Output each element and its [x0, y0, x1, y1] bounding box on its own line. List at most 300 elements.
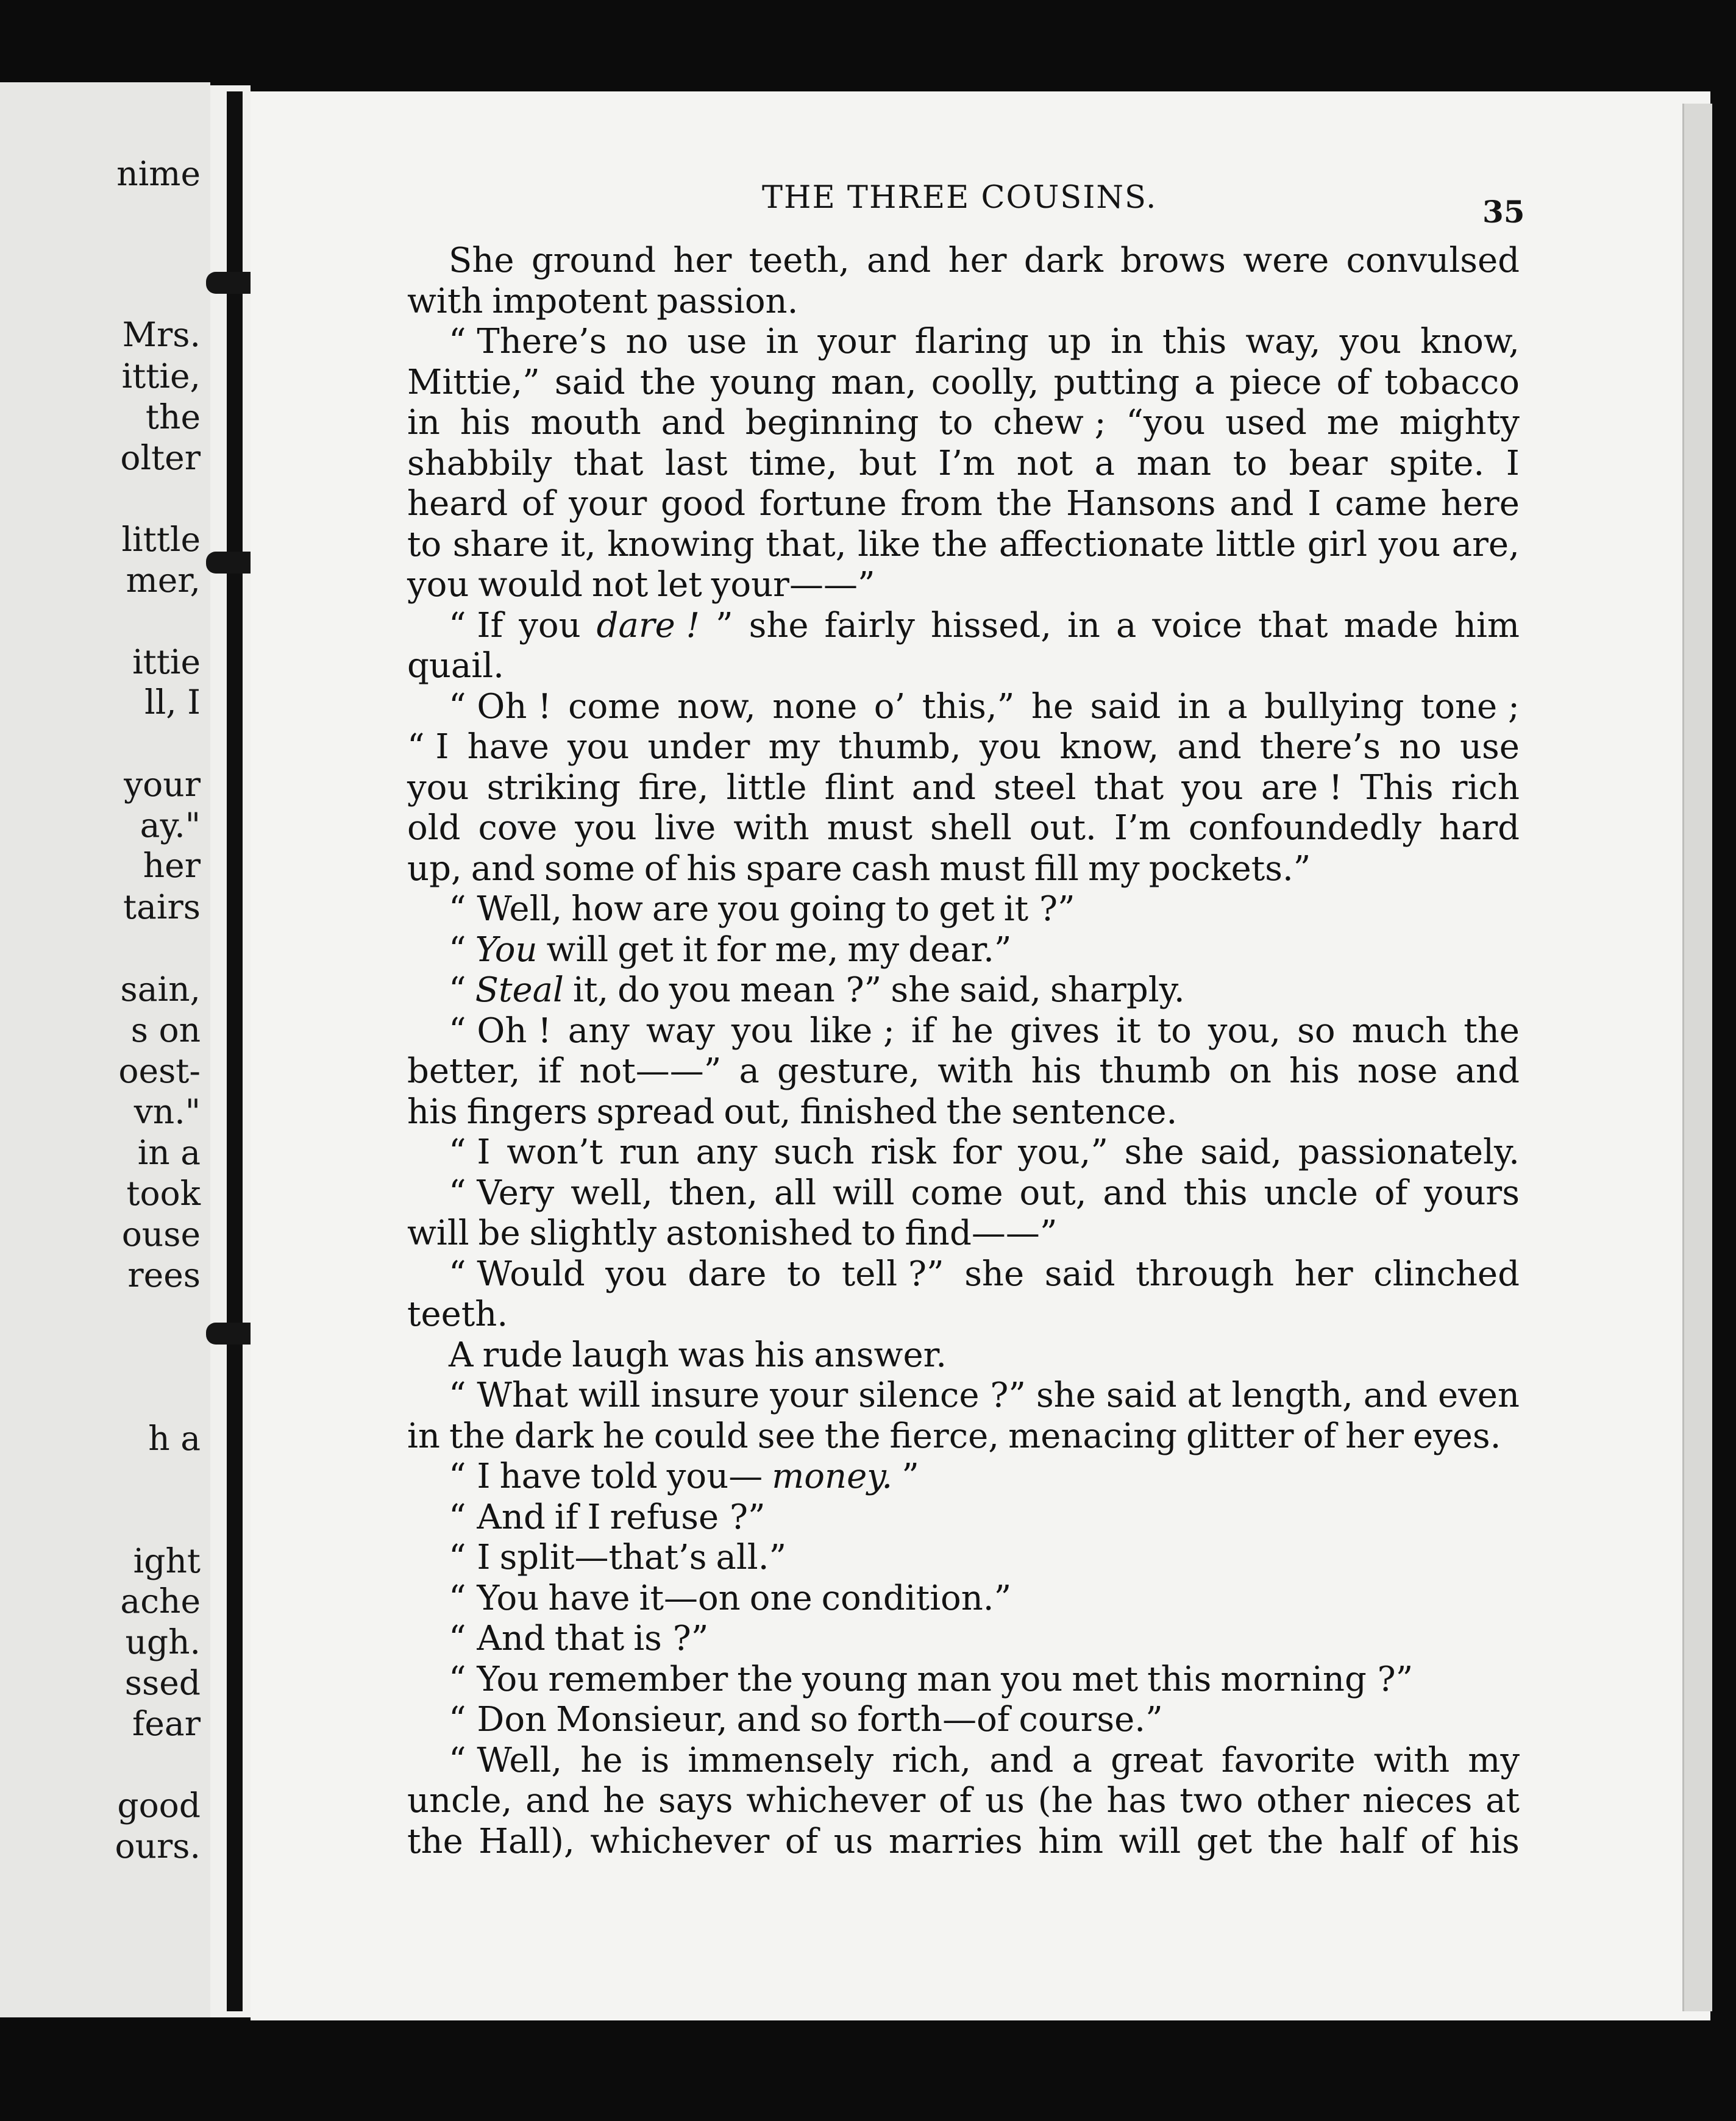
- word: whichever: [746, 1781, 926, 1821]
- word: her: [1345, 1416, 1404, 1456]
- word: this: [1147, 1659, 1212, 1699]
- word: he: [580, 1740, 623, 1780]
- left-page-fragment: ay.": [140, 806, 201, 845]
- word: in: [407, 1416, 440, 1456]
- word: length,: [1231, 1376, 1353, 1415]
- word: nose: [1357, 1051, 1438, 1091]
- word: of: [1336, 362, 1370, 402]
- word: eyes.: [1413, 1416, 1501, 1456]
- word: going: [789, 889, 887, 929]
- word: that: [554, 1619, 625, 1658]
- text-line: [407, 1619, 1520, 1660]
- word: to: [407, 524, 442, 564]
- word: rich: [1451, 767, 1520, 808]
- word: the: [407, 1821, 463, 1861]
- word: pockets.”: [1148, 848, 1311, 889]
- left-page-fragment: ugh.: [125, 1622, 201, 1661]
- word: me: [1326, 403, 1379, 442]
- word: must: [939, 848, 1025, 889]
- word: “ I: [449, 1457, 491, 1496]
- word: could: [653, 1416, 749, 1456]
- text-line: [407, 970, 1520, 1011]
- word: slightly: [529, 1213, 657, 1253]
- word: chew ;: [993, 403, 1106, 442]
- text-line: [407, 808, 1520, 849]
- word: and: [1103, 1173, 1167, 1213]
- word: you: [407, 767, 469, 808]
- word: under: [647, 727, 750, 767]
- word: striking: [486, 767, 621, 808]
- word: answer.: [814, 1335, 947, 1375]
- word: remember: [548, 1659, 728, 1699]
- word: fierce,: [889, 1416, 1000, 1456]
- word: said,: [959, 970, 1041, 1010]
- text-line: [407, 1295, 1520, 1335]
- text-line: [407, 525, 1520, 566]
- word: piece: [1229, 362, 1322, 402]
- left-page-fragment: ssed: [124, 1663, 201, 1702]
- word: was: [678, 1335, 745, 1375]
- text-line: [407, 1457, 1520, 1497]
- word: in: [766, 322, 799, 361]
- word: she: [1124, 1132, 1184, 1172]
- word: “ I: [449, 1132, 491, 1172]
- word: if: [911, 1011, 935, 1051]
- word: spread: [596, 1092, 715, 1132]
- word: my: [847, 929, 900, 970]
- word: now,: [677, 686, 756, 727]
- text-line: [407, 727, 1520, 768]
- word: said,: [1200, 1132, 1282, 1172]
- word: bear: [1289, 443, 1368, 483]
- word: man: [917, 1659, 992, 1699]
- word: heard: [407, 484, 508, 524]
- word: thumb,: [838, 727, 961, 767]
- word: I: [1307, 484, 1322, 524]
- word: it—on: [639, 1578, 741, 1618]
- word: this,”: [922, 686, 1015, 727]
- text-line: [407, 1173, 1520, 1214]
- word: that: [1094, 767, 1164, 808]
- word: that: [573, 443, 644, 483]
- word: fortune: [759, 484, 887, 524]
- word: says: [658, 1781, 733, 1821]
- left-page-fragment: ours.: [115, 1827, 201, 1866]
- word: it: [1116, 1011, 1141, 1051]
- word: his: [1469, 1821, 1520, 1861]
- word: I: [587, 1497, 601, 1537]
- text-line: [407, 1497, 1520, 1538]
- left-page-fragment: tairs: [123, 887, 201, 926]
- word: silence ?”: [858, 1376, 1026, 1415]
- word: are,: [1451, 524, 1520, 564]
- word: and: [1455, 1051, 1520, 1091]
- word: and: [989, 1740, 1054, 1780]
- word: the: [1267, 1821, 1324, 1861]
- word: young: [710, 362, 817, 402]
- word: half: [1339, 1821, 1405, 1861]
- word: your——”: [711, 565, 875, 605]
- text-line: [407, 1822, 1520, 1863]
- word: she: [891, 970, 951, 1010]
- word: to: [939, 403, 973, 442]
- word: You: [475, 929, 538, 970]
- word: the: [1464, 1011, 1520, 1051]
- word: his: [460, 403, 511, 442]
- word: a: [1072, 1740, 1092, 1780]
- word: and: [736, 1700, 801, 1739]
- word: even: [1438, 1376, 1520, 1415]
- word: passion.: [656, 281, 799, 321]
- word: use: [687, 322, 747, 361]
- word: all.”: [716, 1538, 787, 1577]
- binding-spine: [227, 91, 243, 2011]
- word: like ;: [809, 1011, 895, 1051]
- word: you,”: [1018, 1132, 1108, 1172]
- text-line: [407, 1254, 1520, 1295]
- left-page-fragment: took: [126, 1174, 201, 1213]
- word: fingers: [466, 1092, 588, 1132]
- word: come: [911, 1173, 1003, 1213]
- word: cove: [478, 808, 558, 848]
- word: man,: [831, 362, 917, 402]
- word: “ There’s: [449, 322, 607, 361]
- word: putting: [1053, 362, 1180, 402]
- word: astonished: [666, 1213, 853, 1253]
- word: not——”: [579, 1051, 722, 1091]
- word: and: [471, 848, 536, 889]
- word: then,: [669, 1173, 758, 1213]
- text-line: [407, 1538, 1520, 1579]
- word: fill: [1034, 848, 1079, 889]
- word: in: [1067, 605, 1100, 645]
- word: spite.: [1389, 443, 1485, 483]
- word: affectionate: [998, 524, 1204, 564]
- word: get: [939, 889, 995, 929]
- left-page-fragment: ight: [133, 1541, 201, 1580]
- word: his: [686, 848, 737, 889]
- word: shabbily: [407, 443, 552, 483]
- word: you: [407, 565, 469, 605]
- left-page-fragment: h a: [148, 1419, 201, 1458]
- word: you: [1181, 767, 1243, 808]
- word: Monsieur,: [556, 1700, 728, 1739]
- word: and: [867, 241, 931, 280]
- word: said: [554, 362, 625, 402]
- word: up,: [407, 848, 462, 889]
- word: coolly,: [931, 362, 1039, 402]
- word: it,: [560, 524, 596, 564]
- word: A: [449, 1335, 474, 1375]
- word: “: [449, 970, 466, 1010]
- left-page-fragment: ll, I: [144, 683, 201, 722]
- word: to: [786, 1254, 822, 1294]
- word: of: [1374, 1173, 1408, 1213]
- left-page-fragment: your: [124, 765, 201, 804]
- word: you: [567, 727, 630, 767]
- word: be: [478, 1213, 521, 1253]
- left-page-fragment: oest-: [118, 1051, 201, 1090]
- word: “ Well,: [449, 889, 563, 929]
- word: the: [639, 362, 696, 402]
- word: the: [737, 1659, 794, 1699]
- word: have: [548, 1578, 630, 1618]
- word: will: [578, 1376, 641, 1415]
- word: little: [726, 767, 807, 808]
- word: have: [467, 727, 549, 767]
- word: out,: [1019, 1173, 1087, 1213]
- word: such: [774, 1132, 855, 1172]
- word: the: [824, 1416, 881, 1456]
- word: of: [1420, 1821, 1454, 1861]
- word: is: [641, 1740, 670, 1780]
- word: thumb: [1099, 1051, 1212, 1091]
- word: told: [590, 1457, 658, 1496]
- text-line: [407, 403, 1520, 444]
- word: the: [996, 484, 1053, 524]
- word: beginning: [745, 403, 919, 442]
- word: met: [1072, 1659, 1139, 1699]
- word: steel: [994, 767, 1076, 808]
- word: she: [749, 605, 809, 645]
- word: you: [519, 605, 581, 645]
- text-line: [407, 241, 1520, 282]
- word: dare !: [596, 605, 700, 645]
- word: flaring: [914, 322, 1029, 361]
- word: made: [1343, 605, 1439, 645]
- text-line: [407, 282, 1520, 322]
- word: him: [1454, 605, 1520, 645]
- word: like: [858, 524, 921, 564]
- word: She: [449, 241, 514, 280]
- text-line: [407, 1051, 1520, 1092]
- word: split—that’s: [499, 1538, 707, 1577]
- word: “ Well,: [449, 1740, 563, 1780]
- word: his: [754, 1335, 805, 1375]
- word: a: [1227, 686, 1248, 727]
- word: tell ?”: [841, 1254, 944, 1294]
- word: his: [407, 1092, 458, 1132]
- word: this: [1162, 322, 1227, 361]
- text-line: [407, 1376, 1520, 1416]
- word: ”: [716, 605, 733, 645]
- word: will: [832, 1173, 895, 1213]
- word: a: [739, 1051, 760, 1091]
- word: from: [900, 484, 983, 524]
- word: Hall),: [478, 1821, 575, 1861]
- word: way,: [1245, 322, 1321, 361]
- left-page-fragment: nime: [116, 154, 201, 193]
- word: to: [1157, 1011, 1192, 1051]
- word: he: [603, 1781, 646, 1821]
- word: gesture,: [777, 1051, 920, 1091]
- word: “: [449, 929, 466, 970]
- word: he: [1031, 686, 1074, 727]
- word: do: [617, 970, 660, 1010]
- word: if: [554, 1497, 578, 1537]
- word: won’t: [507, 1132, 603, 1172]
- word: know,: [1420, 322, 1520, 361]
- word: you: [669, 970, 731, 1010]
- word: that,: [766, 524, 847, 564]
- word: “ What: [449, 1376, 568, 1415]
- word: “ Would: [449, 1254, 585, 1294]
- left-page-fragment: good: [117, 1786, 201, 1825]
- word: insure: [650, 1376, 760, 1415]
- word: “ I: [449, 1538, 491, 1577]
- word: teeth.: [407, 1295, 508, 1334]
- running-header: THE THREE COUSINS.: [762, 180, 1158, 216]
- word: know,: [1059, 727, 1159, 767]
- word: you: [1339, 322, 1402, 361]
- word: passionately.: [1298, 1132, 1520, 1172]
- word: with: [733, 808, 809, 848]
- word: not: [1016, 443, 1073, 483]
- word: if: [538, 1051, 562, 1091]
- word: and: [1229, 484, 1294, 524]
- word: to: [895, 889, 930, 929]
- word: “ Don: [449, 1700, 547, 1739]
- word: how: [571, 889, 643, 929]
- word: she: [1036, 1376, 1096, 1415]
- word: to: [861, 1213, 896, 1253]
- left-page-fragment: the: [145, 397, 201, 436]
- word: great: [1111, 1740, 1203, 1780]
- word: course.”: [1019, 1700, 1163, 1739]
- word: your: [569, 484, 647, 524]
- word: immensely: [688, 1740, 874, 1780]
- word: nieces: [1362, 1781, 1473, 1821]
- text-line: [407, 1700, 1520, 1741]
- word: her: [948, 241, 1007, 280]
- word: clinched: [1373, 1254, 1520, 1294]
- word: time,: [749, 443, 838, 483]
- word: Mittie,”: [407, 362, 540, 402]
- left-page-fragment: mer,: [126, 561, 201, 600]
- word: you,: [1208, 1011, 1281, 1051]
- word: flint: [824, 767, 894, 808]
- word: whichever: [590, 1821, 770, 1861]
- word: so: [1297, 1011, 1336, 1051]
- word: you: [1000, 1659, 1063, 1699]
- word: my: [1087, 848, 1140, 889]
- word: live: [654, 808, 716, 848]
- word: a: [1115, 605, 1137, 645]
- word: and: [1177, 727, 1242, 767]
- left-page-fragment: vn.": [133, 1092, 201, 1131]
- word: one: [749, 1578, 813, 1618]
- text-line: [407, 322, 1520, 363]
- word: dare: [688, 1254, 767, 1294]
- word: tone ;: [1420, 686, 1520, 727]
- word: other: [1256, 1781, 1350, 1821]
- word: run: [619, 1132, 680, 1172]
- word: “ You: [449, 1578, 539, 1618]
- left-page-fragment: olter: [120, 438, 201, 477]
- text-line: [407, 444, 1520, 485]
- word: see: [757, 1416, 816, 1456]
- left-page-fragment: ache: [120, 1582, 201, 1621]
- word: bullying: [1264, 686, 1404, 727]
- word: “ Oh !: [449, 686, 552, 727]
- word: share: [452, 524, 549, 564]
- word: of: [938, 1781, 972, 1821]
- word: voice: [1152, 605, 1243, 645]
- word: there’s: [1259, 727, 1381, 767]
- word: morning ?”: [1220, 1659, 1414, 1699]
- word: way: [646, 1011, 715, 1051]
- word: favorite: [1221, 1740, 1356, 1780]
- word: dark: [514, 1416, 594, 1456]
- text-line: [407, 768, 1520, 809]
- word: “ If: [449, 605, 503, 645]
- left-page-fragment: ittie,: [121, 357, 201, 396]
- text-line: [407, 1781, 1520, 1822]
- word: but: [859, 443, 917, 483]
- text-line: [407, 1092, 1520, 1133]
- word: mouth: [530, 403, 641, 442]
- word: here: [1440, 484, 1520, 524]
- word: this: [1183, 1173, 1248, 1213]
- word: out,: [724, 1092, 791, 1132]
- word: glitter: [1186, 1416, 1294, 1456]
- word: out.: [1029, 808, 1097, 848]
- word: on: [1229, 1051, 1272, 1091]
- left-page-fragment: sain,: [120, 970, 201, 1009]
- word: “ You: [449, 1659, 539, 1699]
- word: let: [657, 565, 702, 605]
- word: and: [911, 767, 976, 808]
- word: and: [661, 403, 725, 442]
- word: you: [979, 727, 1042, 767]
- word: uncle: [1264, 1173, 1358, 1213]
- word: fairly: [824, 605, 915, 645]
- word: of: [1303, 1416, 1337, 1456]
- word: forth—of: [857, 1700, 1010, 1739]
- word: “ I: [407, 727, 449, 767]
- word: at: [1187, 1376, 1222, 1415]
- word: her: [673, 241, 732, 280]
- word: you: [575, 808, 637, 848]
- word: menacing: [1008, 1416, 1177, 1456]
- left-page-fragment: ittie: [132, 642, 201, 681]
- word: shell: [930, 808, 1012, 848]
- word: little: [1215, 524, 1297, 564]
- word: none: [772, 686, 858, 727]
- text-line: [407, 646, 1520, 687]
- word: any: [695, 1132, 758, 1172]
- word: cash: [851, 848, 931, 889]
- word: impotent: [492, 281, 648, 321]
- body-text: [407, 241, 1520, 1862]
- word: condition.”: [821, 1578, 1012, 1618]
- word: girl: [1307, 524, 1368, 564]
- text-line: [407, 1132, 1520, 1173]
- word: through: [1136, 1254, 1275, 1294]
- word: that: [1258, 605, 1328, 645]
- word: a: [1194, 362, 1215, 402]
- word: in: [407, 403, 440, 442]
- word: said: [1044, 1254, 1115, 1294]
- word: uncle,: [407, 1781, 513, 1821]
- text-line: [407, 849, 1520, 890]
- text-line: [407, 1011, 1520, 1052]
- word: us: [985, 1781, 1025, 1821]
- word: are: [652, 889, 710, 929]
- text-line: [407, 1741, 1520, 1782]
- word: to: [1233, 443, 1267, 483]
- left-page-fragment: little: [121, 520, 201, 559]
